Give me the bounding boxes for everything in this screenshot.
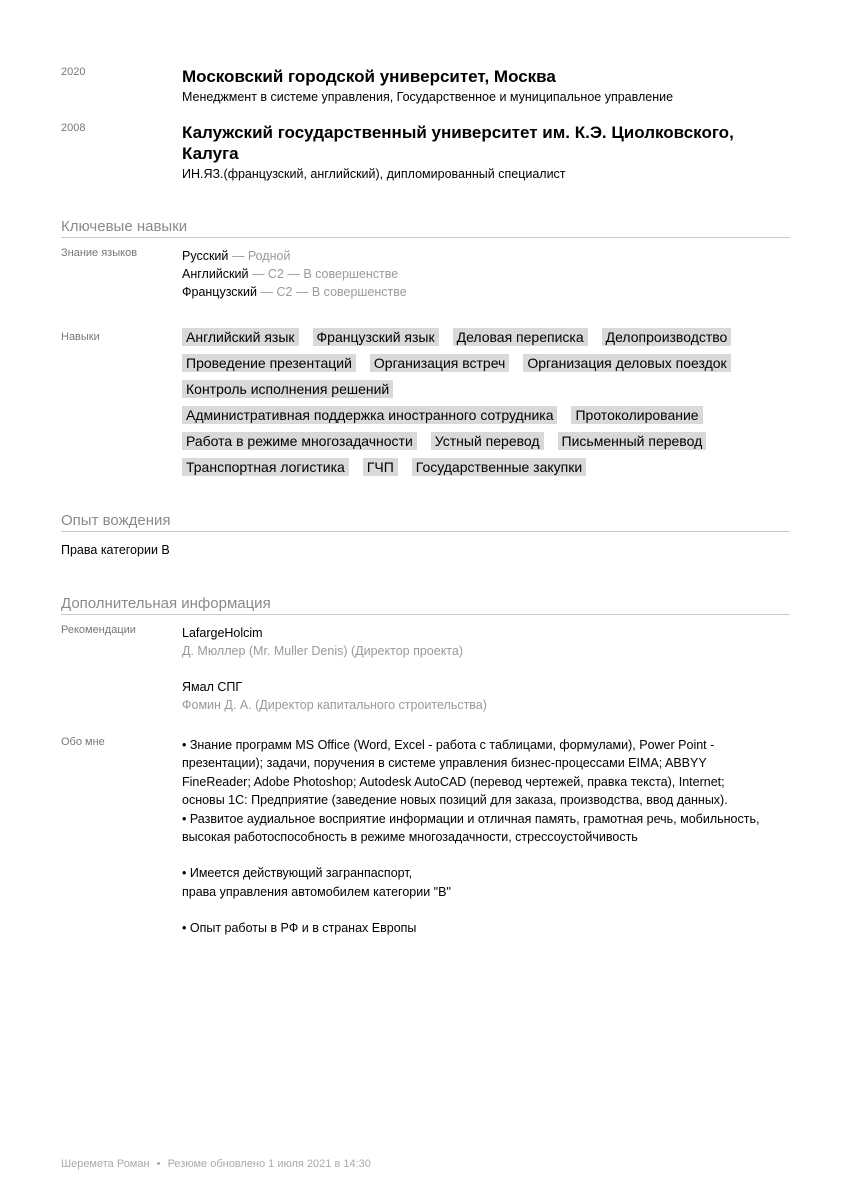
about-spacer bbox=[182, 901, 790, 919]
recommendation-person: Д. Мюллер (Mr. Muller Denis) (Директор проекта) bbox=[182, 644, 463, 658]
skill-tag: Организация деловых поездок bbox=[523, 354, 730, 372]
education-year: 2008 bbox=[61, 122, 86, 134]
language-name: Русский bbox=[182, 249, 229, 263]
language-level: — Родной bbox=[228, 249, 291, 263]
recommendation-company: LafargeHolcim bbox=[182, 626, 263, 640]
skill-tag: Работа в режиме многозадачности bbox=[182, 432, 417, 450]
about-spacer bbox=[182, 846, 790, 864]
driving-license: Права категории B bbox=[61, 543, 170, 557]
skill-tag: Французский язык bbox=[313, 328, 439, 346]
language-item bbox=[182, 265, 790, 283]
education-institution: Московский городской университет, Москва bbox=[182, 67, 556, 86]
about-line: презентации); задачи, поручения в системе управления бизнес-процессами EIMA; ABBYY bbox=[182, 756, 707, 771]
footer-separator: • bbox=[156, 1158, 161, 1170]
section-title-skills: Ключевые навыки bbox=[61, 218, 790, 238]
skill-tag: Деловая переписка bbox=[453, 328, 588, 346]
skill-tag: Английский язык bbox=[182, 328, 299, 346]
about-text bbox=[182, 736, 790, 938]
footer-name: Шеремета Роман bbox=[61, 1158, 150, 1170]
education-specialty: ИН.ЯЗ.(французский, английский), дипломированный специалист bbox=[182, 167, 566, 181]
skill-tag: Письменный перевод bbox=[558, 432, 707, 450]
about-line: • Развитое аудиальное восприятие информации и отличная память, грамотная речь, мобильность, bbox=[182, 811, 760, 826]
section-title-additional: Дополнительная информация bbox=[61, 595, 790, 615]
language-level: — C2 — В совершенстве bbox=[257, 285, 407, 299]
footer-updated: Резюме обновлено 1 июля 2021 в 14:30 bbox=[167, 1158, 371, 1170]
skill-tag: Устный перевод bbox=[431, 432, 544, 450]
skills-label: Навыки bbox=[61, 331, 100, 343]
language-name: Английский bbox=[182, 267, 249, 281]
education-year: 2020 bbox=[61, 66, 86, 78]
about-line: • Имеется действующий загранпаспорт, bbox=[182, 866, 413, 881]
skill-tag: Протоколирование bbox=[571, 406, 702, 424]
language-item bbox=[182, 283, 790, 301]
about-line: высокая работоспособность в режиме многозадачности, стрессоустойчивость bbox=[182, 830, 638, 845]
about-line: • Знание программ MS Office (Word, Excel - работа с таблицами, формулами), Power Point - bbox=[182, 738, 715, 752]
skill-tag: Государственные закупки bbox=[412, 458, 586, 476]
about-label: Обо мне bbox=[61, 736, 105, 748]
recommendation-company: Ямал СПГ bbox=[182, 680, 243, 694]
skill-tags bbox=[182, 328, 747, 476]
skill-tag: Транспортная логистика bbox=[182, 458, 349, 476]
skill-tag: Делопроизводство bbox=[602, 328, 732, 346]
section-title-driving: Опыт вождения bbox=[61, 512, 790, 532]
skill-tag: Контроль исполнения решений bbox=[182, 380, 393, 398]
page-footer bbox=[61, 1158, 371, 1170]
about-line: основы 1С: Предприятие (заведение новых позиций для заказа, производства, ввод данных). bbox=[182, 793, 728, 808]
education-institution: Калужский государственный университет им. К.Э. Циолковского, Калуга bbox=[182, 123, 734, 163]
language-level: — C2 — В совершенстве bbox=[248, 267, 399, 281]
skill-tag: Административная поддержка иностранного сотрудника bbox=[182, 406, 557, 424]
language-item bbox=[182, 247, 790, 265]
about-line: права управления автомобилем категории "B" bbox=[182, 884, 451, 899]
language-name: Французский bbox=[182, 285, 257, 299]
education-specialty: Менеджмент в системе управления, Государственное и муниципальное управление bbox=[182, 90, 674, 104]
skill-tag: Проведение презентаций bbox=[182, 354, 356, 372]
skill-tag: Организация встреч bbox=[370, 354, 509, 372]
about-line: • Опыт работы в РФ и в странах Европы bbox=[182, 921, 417, 936]
recommendation-person: Фомин Д. А. (Директор капитального строительства) bbox=[182, 698, 487, 712]
skill-tag: ГЧП bbox=[363, 458, 398, 476]
recommendations-label: Рекомендации bbox=[61, 624, 136, 636]
about-line: FineReader; Adobe Photoshop; Autodesk AutoCAD (перевод чертежей, правка текста), Internet; bbox=[182, 774, 725, 789]
languages-label: Знание языков bbox=[61, 247, 138, 259]
